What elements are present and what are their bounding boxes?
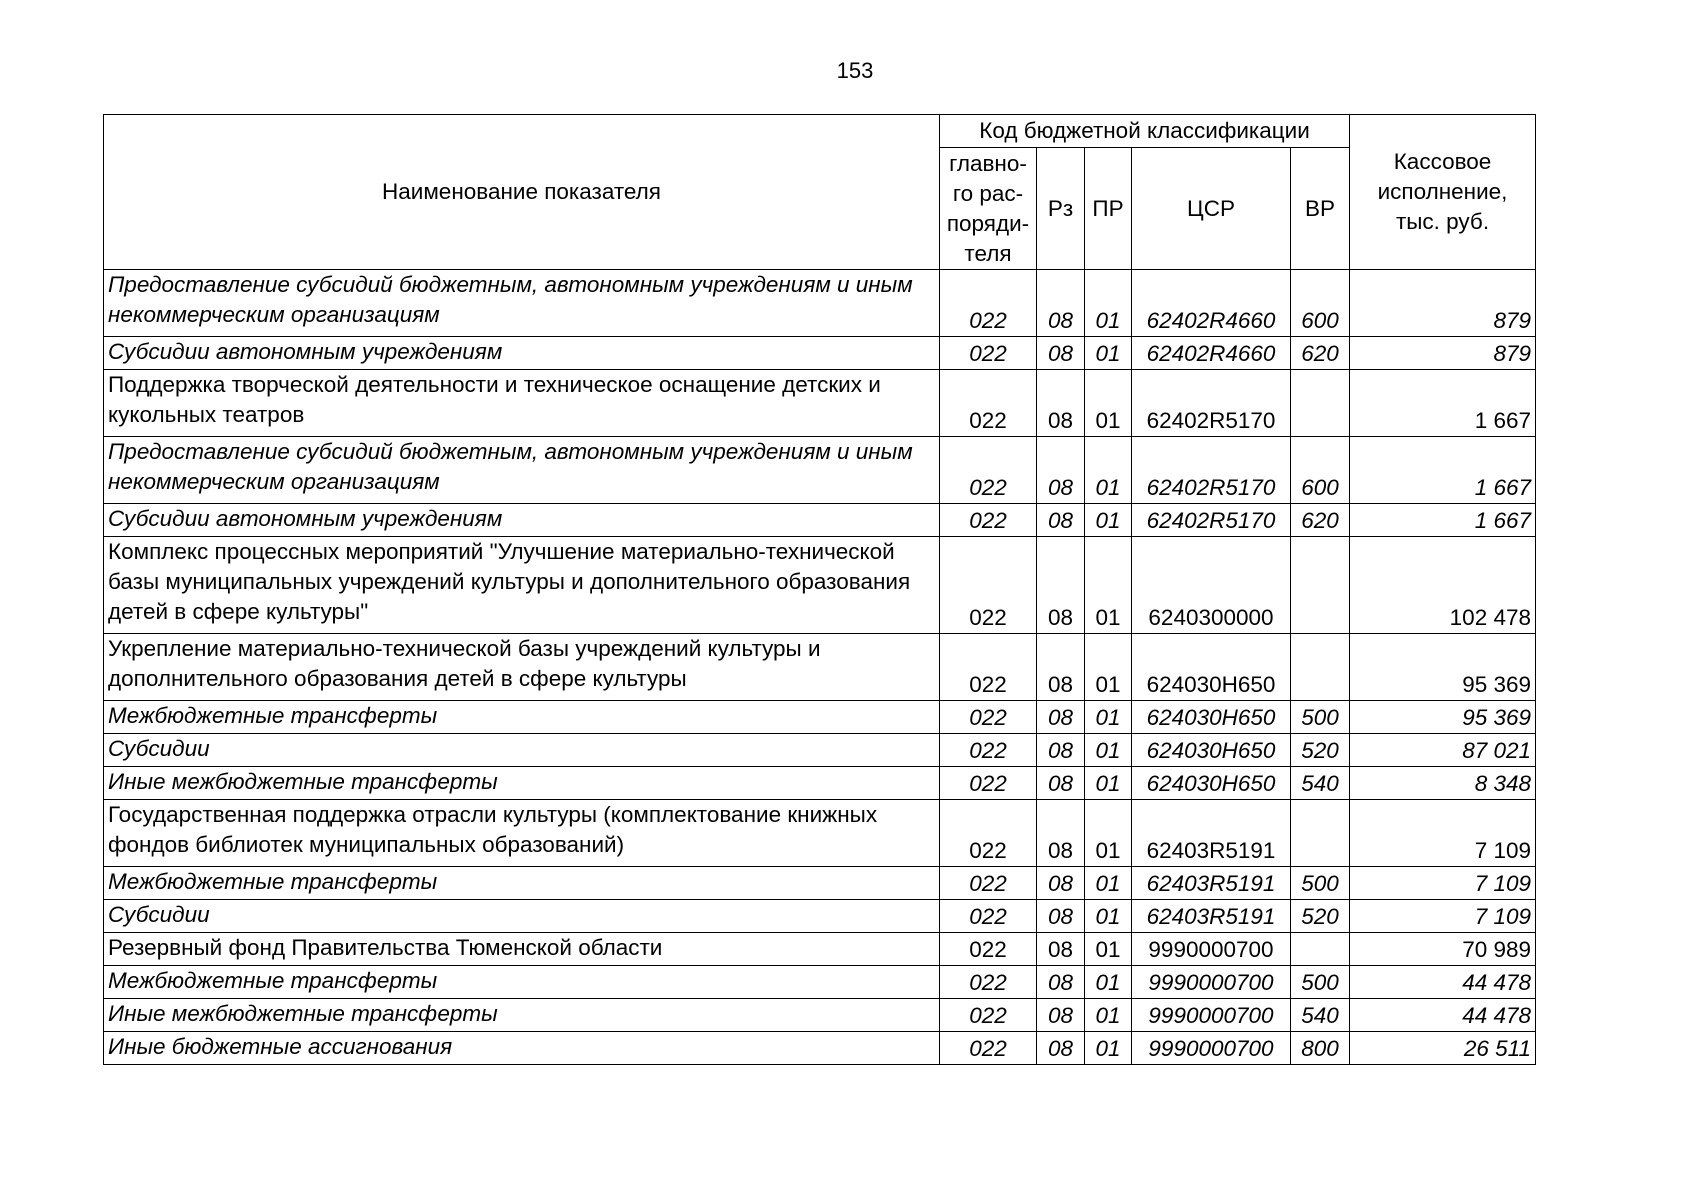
cell-csr: 62403R5191 (1132, 867, 1291, 900)
cell-amount: 879 (1350, 337, 1536, 370)
cell-amount: 70 989 (1350, 933, 1536, 966)
cell-pr: 01 (1085, 1032, 1132, 1065)
cell-vr: 500 (1291, 701, 1350, 734)
cell-glav: 022 (940, 701, 1037, 734)
cell-vr: 520 (1291, 734, 1350, 767)
cell-rz: 08 (1037, 867, 1085, 900)
cell-name: Субсидии автономным учреждениям (104, 337, 940, 370)
cell-glav: 022 (940, 370, 1037, 437)
cell-pr: 01 (1085, 867, 1132, 900)
cell-amount: 7 109 (1350, 867, 1536, 900)
cell-amount: 7 109 (1350, 800, 1536, 867)
cell-glav: 022 (940, 966, 1037, 999)
cell-vr (1291, 634, 1350, 701)
cell-csr: 9990000700 (1132, 966, 1291, 999)
table-row (104, 270, 1536, 337)
cell-name: Иные межбюджетные трансферты (104, 999, 940, 1032)
cell-csr: 9990000700 (1132, 999, 1291, 1032)
cell-csr: 9990000700 (1132, 1032, 1291, 1065)
header-amount: Кассовое исполнение, тыс. руб. (1350, 115, 1536, 270)
cell-csr: 62402R4660 (1132, 270, 1291, 337)
table-row (104, 634, 1536, 701)
cell-csr: 624030Н650 (1132, 701, 1291, 734)
cell-pr: 01 (1085, 800, 1132, 867)
cell-amount: 95 369 (1350, 634, 1536, 701)
cell-rz: 08 (1037, 504, 1085, 537)
header-name: Наименование показателя (104, 115, 940, 270)
cell-glav: 022 (940, 867, 1037, 900)
table-row (104, 504, 1536, 537)
cell-vr: 540 (1291, 999, 1350, 1032)
cell-vr (1291, 933, 1350, 966)
cell-pr: 01 (1085, 966, 1132, 999)
table-row (104, 537, 1536, 634)
cell-vr (1291, 537, 1350, 634)
table-row (104, 999, 1536, 1032)
cell-name: Субсидии автономным учреждениям (104, 504, 940, 537)
cell-vr (1291, 800, 1350, 867)
cell-name: Государственная поддержка отрасли культуры (комплектование книжных фондов библиотек муниципальных образований) (104, 800, 940, 867)
cell-rz: 08 (1037, 966, 1085, 999)
cell-name: Предоставление субсидий бюджетным, автономным учреждениям и иным некоммерческим организациям (104, 437, 940, 504)
cell-pr: 01 (1085, 437, 1132, 504)
cell-glav: 022 (940, 734, 1037, 767)
cell-pr: 01 (1085, 270, 1132, 337)
cell-name: Межбюджетные трансферты (104, 701, 940, 734)
cell-rz: 08 (1037, 701, 1085, 734)
cell-csr: 62403R5191 (1132, 800, 1291, 867)
cell-pr: 01 (1085, 537, 1132, 634)
table-body (104, 270, 1536, 1065)
cell-name: Предоставление субсидий бюджетным, автономным учреждениям и иным некоммерческим организациям (104, 270, 940, 337)
cell-vr: 620 (1291, 504, 1350, 537)
table-header (104, 115, 1536, 270)
table-row (104, 867, 1536, 900)
cell-pr: 01 (1085, 734, 1132, 767)
cell-vr: 620 (1291, 337, 1350, 370)
cell-rz: 08 (1037, 800, 1085, 867)
cell-pr: 01 (1085, 370, 1132, 437)
table-row (104, 701, 1536, 734)
cell-glav: 022 (940, 504, 1037, 537)
cell-glav: 022 (940, 634, 1037, 701)
cell-csr: 624030Н650 (1132, 767, 1291, 800)
cell-amount: 44 478 (1350, 966, 1536, 999)
cell-csr: 9990000700 (1132, 933, 1291, 966)
cell-vr: 500 (1291, 867, 1350, 900)
table-row (104, 933, 1536, 966)
cell-name: Иные бюджетные ассигнования (104, 1032, 940, 1065)
cell-glav: 022 (940, 800, 1037, 867)
header-pr: ПР (1085, 148, 1132, 270)
cell-rz: 08 (1037, 1032, 1085, 1065)
table-row (104, 767, 1536, 800)
cell-name: Субсидии (104, 900, 940, 933)
cell-vr: 800 (1291, 1032, 1350, 1065)
cell-vr: 540 (1291, 767, 1350, 800)
cell-csr: 624030Н650 (1132, 634, 1291, 701)
cell-csr: 6240300000 (1132, 537, 1291, 634)
cell-vr: 600 (1291, 437, 1350, 504)
cell-name: Иные межбюджетные трансферты (104, 767, 940, 800)
cell-rz: 08 (1037, 900, 1085, 933)
cell-csr: 62402R5170 (1132, 504, 1291, 537)
cell-pr: 01 (1085, 999, 1132, 1032)
cell-name: Комплекс процессных мероприятий "Улучшение материально-технической базы муниципальных учреждений культуры и дополнительного образования детей в сфере культуры" (104, 537, 940, 634)
cell-name: Поддержка творческой деятельности и техническое оснащение детских и кукольных театров (104, 370, 940, 437)
table-row (104, 370, 1536, 437)
cell-glav: 022 (940, 437, 1037, 504)
cell-rz: 08 (1037, 933, 1085, 966)
table-row (104, 900, 1536, 933)
cell-vr: 500 (1291, 966, 1350, 999)
page-number: 153 (836, 58, 874, 83)
cell-rz: 08 (1037, 767, 1085, 800)
cell-amount: 44 478 (1350, 999, 1536, 1032)
header-glav: главно-го рас-поряди-теля (940, 148, 1037, 270)
cell-pr: 01 (1085, 767, 1132, 800)
table-row (104, 966, 1536, 999)
cell-amount: 87 021 (1350, 734, 1536, 767)
cell-glav: 022 (940, 1032, 1037, 1065)
cell-csr: 62402R4660 (1132, 337, 1291, 370)
cell-glav: 022 (940, 933, 1037, 966)
cell-amount: 8 348 (1350, 767, 1536, 800)
cell-csr: 62402R5170 (1132, 437, 1291, 504)
cell-amount: 1 667 (1350, 504, 1536, 537)
cell-rz: 08 (1037, 999, 1085, 1032)
cell-vr: 520 (1291, 900, 1350, 933)
cell-rz: 08 (1037, 270, 1085, 337)
cell-glav: 022 (940, 900, 1037, 933)
cell-rz: 08 (1037, 734, 1085, 767)
cell-name: Укрепление материально-технической базы учреждений культуры и дополнительного образования детей в сфере культуры (104, 634, 940, 701)
cell-pr: 01 (1085, 701, 1132, 734)
table-row (104, 800, 1536, 867)
cell-vr: 600 (1291, 270, 1350, 337)
cell-pr: 01 (1085, 933, 1132, 966)
cell-pr: 01 (1085, 634, 1132, 701)
cell-name: Межбюджетные трансферты (104, 867, 940, 900)
header-vr: ВР (1291, 148, 1350, 270)
budget-execution-table (103, 114, 1536, 1065)
cell-csr: 62403R5191 (1132, 900, 1291, 933)
cell-amount: 102 478 (1350, 537, 1536, 634)
cell-amount: 26 511 (1350, 1032, 1536, 1065)
table-row (104, 734, 1536, 767)
table-row (104, 437, 1536, 504)
cell-pr: 01 (1085, 504, 1132, 537)
cell-csr: 624030Н650 (1132, 734, 1291, 767)
cell-name: Межбюджетные трансферты (104, 966, 940, 999)
cell-amount: 1 667 (1350, 370, 1536, 437)
cell-amount: 95 369 (1350, 701, 1536, 734)
cell-name: Субсидии (104, 734, 940, 767)
cell-pr: 01 (1085, 337, 1132, 370)
cell-vr (1291, 370, 1350, 437)
table-row (104, 337, 1536, 370)
cell-glav: 022 (940, 537, 1037, 634)
cell-glav: 022 (940, 337, 1037, 370)
table-row (104, 1032, 1536, 1065)
header-rz: Рз (1037, 148, 1085, 270)
cell-amount: 7 109 (1350, 900, 1536, 933)
cell-glav: 022 (940, 999, 1037, 1032)
header-code-group: Код бюджетной классификации (940, 115, 1350, 148)
cell-rz: 08 (1037, 537, 1085, 634)
cell-glav: 022 (940, 270, 1037, 337)
cell-amount: 1 667 (1350, 437, 1536, 504)
header-csr: ЦСР (1132, 148, 1291, 270)
cell-rz: 08 (1037, 437, 1085, 504)
cell-name: Резервный фонд Правительства Тюменской области (104, 933, 940, 966)
cell-csr: 62402R5170 (1132, 370, 1291, 437)
cell-rz: 08 (1037, 370, 1085, 437)
cell-amount: 879 (1350, 270, 1536, 337)
cell-pr: 01 (1085, 900, 1132, 933)
cell-glav: 022 (940, 767, 1037, 800)
cell-rz: 08 (1037, 634, 1085, 701)
cell-rz: 08 (1037, 337, 1085, 370)
